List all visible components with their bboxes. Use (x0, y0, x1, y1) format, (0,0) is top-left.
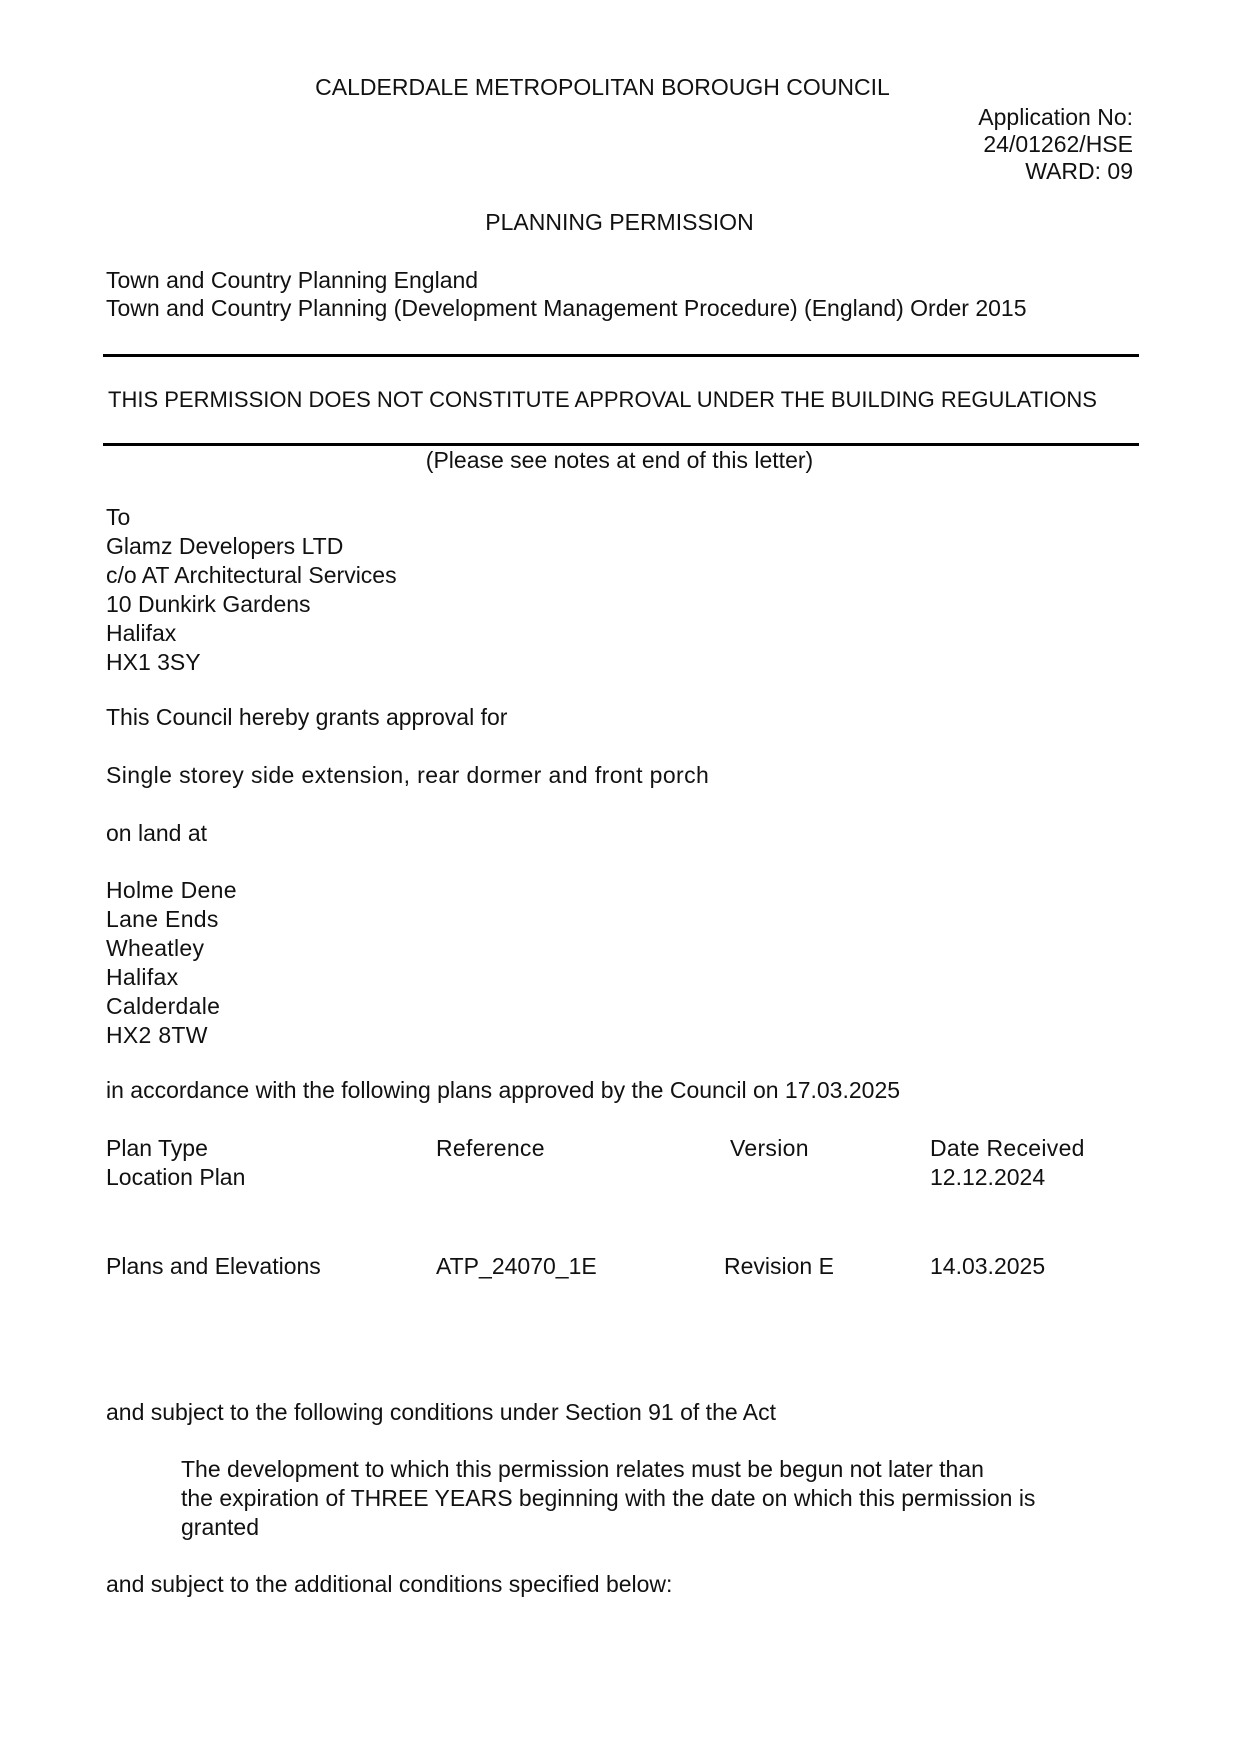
column-header-date-received: Date Received (930, 1135, 1085, 1161)
plan-type-cell: Location Plan (106, 1164, 246, 1190)
date-received-cell: 14.03.2025 (930, 1253, 1046, 1279)
column-header-reference: Reference (436, 1135, 545, 1161)
plan-type-cell: Plans and Elevations (106, 1253, 321, 1279)
site-address-line: HX2 8TW (106, 1022, 208, 1048)
proposal-description: Single storey side extension, rear dormer and front porch (106, 762, 710, 788)
site-address-line: Holme Dene (106, 877, 237, 903)
site-address-line: Wheatley (106, 935, 205, 961)
address-line: Halifax (106, 620, 177, 646)
time-limit-condition (181, 1455, 1035, 1542)
accordance-statement: in accordance with the following plans approved by the Council on 17.03.2025 (106, 1077, 901, 1103)
recipient-address (106, 503, 397, 677)
application-no-label: Application No: (978, 104, 1133, 130)
grant-statement: This Council hereby grants approval for (106, 704, 508, 730)
condition-line: granted (181, 1514, 260, 1540)
legislation-line: Town and Country Planning (Development Management Procedure) (England) Order 2015 (106, 295, 1027, 321)
version-cell: Revision E (724, 1253, 834, 1279)
building-regulations-notice: THIS PERMISSION DOES NOT CONSTITUTE APPROVAL UNDER THE BUILDING REGULATIONS (108, 387, 1097, 412)
address-line: Glamz Developers LTD (106, 533, 344, 559)
application-no: 24/01262/HSE (983, 131, 1133, 157)
reference-cell: ATP_24070_1E (436, 1253, 597, 1279)
application-reference (978, 104, 1133, 185)
ward: WARD: 09 (1025, 158, 1133, 184)
see-notes (0, 446, 1241, 475)
council-name-text: CALDERDALE METROPOLITAN BOROUGH COUNCIL (315, 74, 890, 100)
address-line: c/o AT Architectural Services (106, 562, 397, 588)
date-received-cell: 12.12.2024 (930, 1164, 1046, 1190)
site-address-line: Calderdale (106, 993, 221, 1019)
site-address-line: Lane Ends (106, 906, 219, 932)
legislation-line: Town and Country Planning England (106, 267, 479, 293)
condition-line: The development to which this permission relates must be begun not later than (181, 1456, 984, 1482)
on-land-at-label: on land at (106, 820, 208, 846)
divider (103, 354, 1139, 357)
column-header-plan-type: Plan Type (106, 1135, 208, 1161)
condition-line: the expiration of THREE YEARS beginning with the date on which this permission is (181, 1485, 1036, 1511)
section-91-statement: and subject to the following conditions under Section 91 of the Act (106, 1399, 776, 1425)
site-address-line: Halifax (106, 964, 179, 990)
document-title-text: PLANNING PERMISSION (485, 209, 754, 235)
address-line: 10 Dunkirk Gardens (106, 591, 311, 617)
additional-conditions-statement: and subject to the additional conditions specified below: (106, 1571, 673, 1597)
site-address (106, 876, 237, 1050)
document-title (0, 208, 1241, 237)
address-line: HX1 3SY (106, 649, 201, 675)
column-header-version: Version (730, 1135, 809, 1161)
see-notes-text: (Please see notes at end of this letter) (425, 447, 814, 473)
to-label: To (106, 504, 131, 530)
council-name (1, 73, 1241, 102)
legislation (106, 266, 1027, 322)
